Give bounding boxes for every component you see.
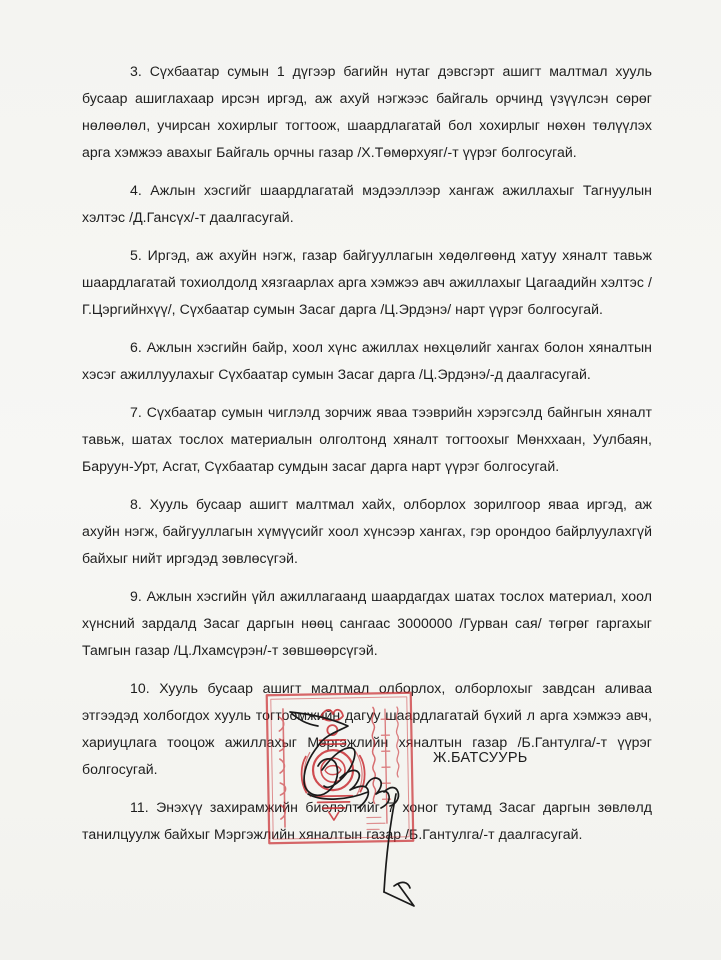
handwritten-signature-icon bbox=[282, 690, 442, 930]
paragraph-3: 3. Сүхбаатар сумын 1 дүгээр багийн нутаг дэвсгэрт ашигт малтмал хууль бусаар ашиглахаар ирсэн иргэд, аж ахуй нэгжээс байгаль орчинд үзүүлсэн сөрөг нөлөөлөл, учирсан хохирлыг тогтоож, шаардлагатай бол хохирлыг нөхөн төлүүлэх арга хэмжээ авахыг Байгаль орчны газар /Х.Төмөрхуяг/-т үүрэг болгосугай. bbox=[82, 63, 652, 160]
paragraph-8: 8. Хууль бусаар ашигт малтмал хайх, олборлох зорилгоор яваа иргэд, аж ахуйн нэгж, байгууллагын хүмүүсийг хоол хүнсээр хангах, гэр орондоо байрлуулахгүй байхыг нийт иргэдэд зөвлөсүгэй. bbox=[82, 496, 652, 566]
paragraph-10: 10. Хууль бусаар ашигт малтмал олборлох, олборлохыг завдсан аливаа этгээдэд холбогдох хууль тогтоомжийн дагуу шаардлагатай бүхий л арга хэмжээ авч, хариуцлага тооцож ажиллахыг Мэргэжлийн хяналтын газар /Б.Гантулга/-т үүрэг болгосугай. bbox=[82, 680, 652, 777]
paragraph-6: 6. Ажлын хэсгийн байр, хоол хүнс ажиллах нөхцөлийг хангах болон хяналтын хэсэг ажиллуулахыг Сүхбаатар сумын Засаг дарга /Ц.Эрдэнэ/-д даалгасугай. bbox=[82, 339, 652, 382]
paragraph-9: 9. Ажлын хэсгийн үйл ажиллагаанд шаардагдах шатах тослох материал, хоол хүнсний зардалд Засаг даргын нөөц сангаас 3000000 /Гурван сая/ төгрөг гаргахыг Тамгын газар /Ц.Лхамсүрэн/-т зөвшөөрсүгэй. bbox=[82, 588, 652, 658]
paragraph-5: 5. Иргэд, аж ахуйн нэгж, газар байгууллагын хөдөлгөөнд хатуу хяналт тавьж шаардлагатай тохиолдолд хязгаарлах арга хэмжээ авч ажиллахыг Цагаадийн хэлтэс /Г.Цэргийнхүү/, Сүхбаатар сумын Засаг дарга /Ц.Эрдэнэ/ нарт үүрэг болгосугай. bbox=[82, 247, 652, 317]
paragraph-11: 11. Энэхүү захирамжийн биелэлтийг 7 хоног тутамд Засаг даргын зөвлөлд танилцуулж байхыг Мэргэжлийн хяналтын газар /Б.Гантулга/-т даалгасугай. bbox=[82, 799, 652, 842]
signer-name: Ж.БАТСУУРЬ bbox=[433, 750, 528, 766]
paragraph-7: 7. Сүхбаатар сумын чиглэлд зорчиж яваа тээврийн хэрэгсэлд байнгын хяналт тавьж, шатах тослох материалын олголтонд хяналт тогтоохыг Мөнххаан, Уулбаян, Баруун-Урт, Асгат, Сүхбаатар сумдын засаг дарга нарт үүрэг болгосугай. bbox=[82, 404, 652, 474]
paragraph-4: 4. Ажлын хэсгийг шаардлагатай мэдээллээр хангаж ажиллахыг Тагнуулын хэлтэс /Д.Гансүх/-т даалгасугай. bbox=[82, 182, 652, 225]
